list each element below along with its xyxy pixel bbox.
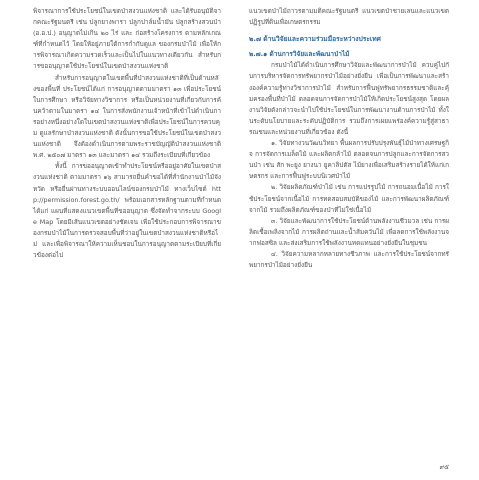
page-number: ๙๕ (439, 463, 449, 471)
body-paragraph: พิจารณาการใช้ประโยชน์ในเขตป่าสงวนแห่งชาติ และได้รับอนุมัติจากคณะรัฐมนตรี เช่น ปลูกยางพารา ปลูกปาล์มน้ำมัน ปลูกสร้างสวนป่า (อ.อ.ป.) อนุญาตไม่เกิน ๒๐ ไร่ และ ก่อสร้างโครงการ ตามหลักเกณฑ์ที่กำหนดไว้ โดยให้อยู่ภายใต้การกำกับดูแล ของกรมป่าไม้ เพื่อให้การพิจารณาเกิดความรวดเร็วและเป็นไปในแนวทางเดียวกัน สำหรับการขออนุญาตใช้ประโยชน์ในเขตป่าสงวนแห่งชาติ (33, 7, 221, 71)
section-heading: ๒.๗ ด้านวิจัยและความร่วมมือระหว่างประเทศ (249, 35, 381, 44)
continuation-paragraph: แนวเขตป่าไม้ถาวรตามมติคณะรัฐมนตรี แนวเขตป่าชายเลนและแนวเขตปฏิรูปที่ดินเพื่อเกษตรกรรม (249, 7, 449, 27)
left-text-column (33, 6, 221, 261)
list-item: ๓. วิจัยและพัฒนาการใช้ประโยชน์ด้านพลังงานชีวมวล เช่น การผลิตเชื้อเพลิงจากไม้ การผลิตถ่านและน้ำส้มควันไม้ เพื่อลดการใช้พลังงานจากฟอสซิล และส่งเสริมการใช้พลังงานทดแทนอย่างยั่งยืนในชุมชน (249, 216, 449, 247)
body-paragraph: กรมป่าไม้ได้ดำเนินการศึกษาวิจัยและพัฒนาการป่าไม้ ควบคู่ไปกับการบริหารจัดการทรัพยากรป่าไม้อย่างยั่งยืน เพื่อเป็นการพัฒนาและสร้างองค์ความรู้ทางวิชาการป่าไม้ สำหรับการฟื้นฟูทรัพยากรธรรมชาติและคุ้มครองพื้นที่ป่าไม้ ตลอดจนการจัดการป่าไม้ให้เกิดประโยชน์สูงสุด โดยผลงานวิจัยดังกล่าวจะนำไปใช้ประโยชน์ในการพัฒนางานด้านการป่าไม้ ทั้งในระดับนโยบายและระดับปฏิบัติการ รวมถึงการเผยแพร่องค์ความรู้สู่สาธารณชนและหน่วยงานที่เกี่ยวข้อง ดังนี้ (249, 61, 449, 136)
list-item: ๑. วิจัยทางวนวัฒนวิทยา พื้นผลการปรับปรุงพันธุ์ไม้ป่าทางเศรษฐกิจ การจัดการเมล็ดไม้ และผลิตกล้าไม้ ตลอดจนการปลูกและการจัดการสวนป่า เช่น สัก พะยูง ยางนา ยูคาลิปตัส ไม้ยางเพื่อเสริมสร้างรายได้ให้แก่เกษตรกร และการฟื้นฟูระบบนิเวศป่าไม้ (249, 139, 450, 181)
right-text-column (249, 6, 449, 271)
list-item: ๔. วิจัยความหลากหลายทางชีวภาพ และการใช้ประโยชน์จากทรัพยากรป่าไม้อย่างยั่งยืน (249, 249, 449, 270)
body-paragraph: ทั้งนี้ การขออนุญาตเข้าทำประโยชน์หรืออยู่อาศัยในเขตป่าสงวนแห่งชาติ ตามมาตรา ๑๖ สามารถยื่นคำขอได้ที่สำนักงานป่าไม้จังหวัด หรือยื่นผ่านทางระบบออนไลน์ของกรมป่าไม้ ทางเว็บไซต์ http://permission.forest.go.th/ พร้อมเอกสารหลักฐานตามที่กำหนด ได้แก่ แผนที่แสดงแนวเขตพื้นที่ขออนุญาต ซึ่งจัดทำจากระบบ Google Map โดยมีเส้นแนวเขตอย่างชัดเจน เพื่อใช้ประกอบการพิจารณาของกรมป่าไม้ในการตรวจสอบพื้นที่ว่าอยู่ในเขตป่าสงวนแห่งชาติหรือไม่ และเพื่อพิจารณาให้ความเห็นชอบในการอนุญาตตามระเบียบที่เกี่ยวข้องต่อไป (33, 162, 221, 260)
subsection-heading: ๒.๗.๑ ด้านการวิจัยและพัฒนาป่าไม้ (249, 50, 350, 59)
list-item: ๒. วิจัยผลิตภัณฑ์ป่าไม้ เช่น การแปรรูปไม้ การถนอมเนื้อไม้ การใช้ประโยชน์จากเนื้อไม้ การทดสอบสมบัติของไม้ และการพัฒนาผลิตภัณฑ์จากไม้ รวมถึงผลิตภัณฑ์ของป่าที่ไม่ใช่เนื้อไม้ (249, 183, 449, 214)
body-paragraph: สำหรับการอนุญาตในเขตพื้นที่ป่าสงวนแห่งชาติที่เป็นด้านหลังของพื้นที่ ประโยชน์ได้แก่ การอนุญาตตามมาตรา ๑๓ เพื่อประโยชน์ในการศึกษา หรือวิจัยทางวิชาการ หรือเป็นหน่วยงานที่เกี่ยวกับการค้นคว้าตามในมาตรา ๑๔ ในการสั่งพนักงานเจ้าหน้าที่เข้าไปดำเนินการอย่างหนึ่งอย่างใดในเขตป่าสงวนแห่งชาติเพื่อประโยชน์ในการควบคุม ดูแลรักษาป่าสงวนแห่งชาติ ดังนั้นการขอใช้ประโยชน์ในเขตป่าสงวนแห่งชาติ จึงต้องดำเนินการตามพระราชบัญญัติป่าสงวนแห่งชาติ พ.ศ. ๒๕๐๗ มาตรา ๑๓ และมาตรา ๑๔ รวมถึงระเบียบที่เกี่ยวข้อง (33, 73, 221, 160)
